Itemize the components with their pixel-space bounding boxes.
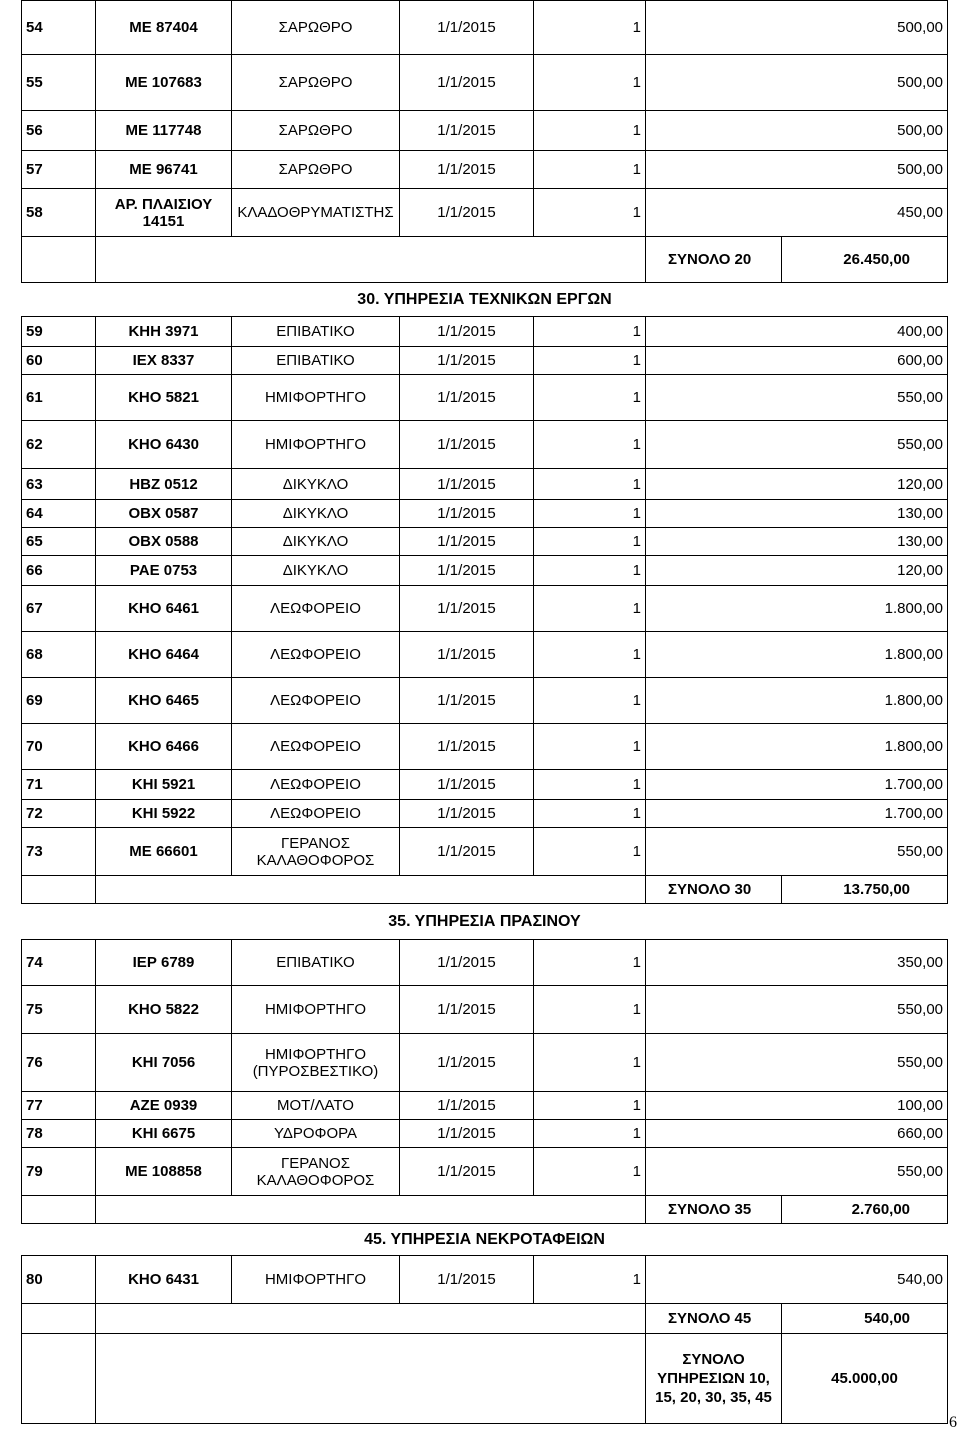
- value-cell: 500,00: [646, 55, 948, 111]
- date-cell: 1/1/2015: [400, 317, 534, 347]
- plate-cell: ΜΕ 96741: [96, 151, 232, 189]
- table-row: [22, 421, 948, 469]
- date-cell: 1/1/2015: [400, 469, 534, 500]
- vehicle-type-cell: ΗΜΙΦΟΡΤΗΓΟ: [232, 1256, 400, 1304]
- vehicle-type-cell: ΣΑΡΩΘΡΟ: [232, 55, 400, 111]
- table-row: [22, 986, 948, 1034]
- row-number: 67: [22, 586, 96, 632]
- plate-cell: ΜΕ 108858: [96, 1148, 232, 1196]
- value-cell: 550,00: [646, 1148, 948, 1196]
- row-number: 69: [22, 678, 96, 724]
- row-number: 76: [22, 1034, 96, 1092]
- quantity-cell: 1: [534, 469, 646, 500]
- table-row: [22, 1092, 948, 1120]
- vehicle-type-cell: ΔΙΚΥΚΛΟ: [232, 556, 400, 586]
- row-number: 62: [22, 421, 96, 469]
- plate-cell: ΟΒΧ 0587: [96, 500, 232, 528]
- row-number: 68: [22, 632, 96, 678]
- date-cell: 1/1/2015: [400, 421, 534, 469]
- section-header-row: [22, 283, 948, 317]
- quantity-cell: 1: [534, 986, 646, 1034]
- subtotal-label: ΣΥΝΟΛΟ 35: [646, 1196, 782, 1224]
- quantity-cell: 1: [534, 1034, 646, 1092]
- value-cell: 500,00: [646, 151, 948, 189]
- vehicle-type-cell: ΛΕΩΦΟΡΕΙΟ: [232, 678, 400, 724]
- date-cell: 1/1/2015: [400, 1034, 534, 1092]
- subtotal-value: 2.760,00: [782, 1196, 948, 1224]
- date-cell: 1/1/2015: [400, 770, 534, 800]
- date-cell: 1/1/2015: [400, 55, 534, 111]
- row-number: 60: [22, 347, 96, 375]
- table-row: [22, 55, 948, 111]
- vehicle-type-cell: ΛΕΩΦΟΡΕΙΟ: [232, 724, 400, 770]
- section-header-row: [22, 904, 948, 940]
- table-row: [22, 151, 948, 189]
- date-cell: 1/1/2015: [400, 556, 534, 586]
- vehicle-type-cell: ΗΜΙΦΟΡΤΗΓΟ: [232, 986, 400, 1034]
- row-number: 78: [22, 1120, 96, 1148]
- quantity-cell: 1: [534, 421, 646, 469]
- date-cell: 1/1/2015: [400, 828, 534, 876]
- vehicle-type-cell: ΛΕΩΦΟΡΕΙΟ: [232, 632, 400, 678]
- value-cell: 660,00: [646, 1120, 948, 1148]
- table-row: [22, 770, 948, 800]
- table-row: [22, 1120, 948, 1148]
- table-row: [22, 528, 948, 556]
- quantity-cell: 1: [534, 556, 646, 586]
- vehicle-inventory-table: [21, 0, 948, 1424]
- value-cell: 600,00: [646, 347, 948, 375]
- row-number: 70: [22, 724, 96, 770]
- plate-cell: ΚΗΟ 5821: [96, 375, 232, 421]
- row-number: 58: [22, 189, 96, 237]
- row-number: 73: [22, 828, 96, 876]
- row-number: 66: [22, 556, 96, 586]
- row-number: 59: [22, 317, 96, 347]
- row-number: 75: [22, 986, 96, 1034]
- value-cell: 1.800,00: [646, 632, 948, 678]
- value-cell: 500,00: [646, 1, 948, 55]
- date-cell: 1/1/2015: [400, 1148, 534, 1196]
- table-row: [22, 828, 948, 876]
- grand-total-value: 45.000,00: [782, 1334, 948, 1424]
- grand-total-label: ΣΥΝΟΛΟ ΥΠΗΡΕΣΙΩΝ 10, 15, 20, 30, 35, 45: [646, 1334, 782, 1424]
- date-cell: 1/1/2015: [400, 500, 534, 528]
- vehicle-type-cell: ΔΙΚΥΚΛΟ: [232, 469, 400, 500]
- value-cell: 130,00: [646, 528, 948, 556]
- row-number: 77: [22, 1092, 96, 1120]
- date-cell: 1/1/2015: [400, 375, 534, 421]
- table-row: [22, 724, 948, 770]
- plate-cell: ΚΗΙ 5922: [96, 800, 232, 828]
- row-number: 54: [22, 1, 96, 55]
- subtotal-value: 13.750,00: [782, 876, 948, 904]
- quantity-cell: 1: [534, 724, 646, 770]
- table-row: [22, 375, 948, 421]
- value-cell: 550,00: [646, 421, 948, 469]
- table-row: [22, 632, 948, 678]
- value-cell: 550,00: [646, 986, 948, 1034]
- value-cell: 1.800,00: [646, 586, 948, 632]
- subtotal-label: ΣΥΝΟΛΟ 30: [646, 876, 782, 904]
- table-row: [22, 586, 948, 632]
- quantity-cell: 1: [534, 151, 646, 189]
- row-number: 64: [22, 500, 96, 528]
- row-number: 80: [22, 1256, 96, 1304]
- table-row: [22, 347, 948, 375]
- vehicle-type-cell: ΔΙΚΥΚΛΟ: [232, 528, 400, 556]
- vehicle-type-cell: ΥΔΡΟΦΟΡΑ: [232, 1120, 400, 1148]
- date-cell: 1/1/2015: [400, 1120, 534, 1148]
- table-row: [22, 469, 948, 500]
- date-cell: 1/1/2015: [400, 800, 534, 828]
- subtotal-value: 540,00: [782, 1304, 948, 1334]
- plate-cell: ΗΒΖ 0512: [96, 469, 232, 500]
- date-cell: 1/1/2015: [400, 724, 534, 770]
- value-cell: 540,00: [646, 1256, 948, 1304]
- plate-cell: ΑΖΕ 0939: [96, 1092, 232, 1120]
- plate-cell: ΑΡ. ΠΛΑΙΣΙΟΥ 14151: [96, 189, 232, 237]
- table-row: [22, 189, 948, 237]
- value-cell: 1.700,00: [646, 770, 948, 800]
- table-row: [22, 678, 948, 724]
- value-cell: 1.800,00: [646, 678, 948, 724]
- section-title: 35. ΥΠΗΡΕΣΙΑ ΠΡΑΣΙΝΟΥ: [388, 913, 581, 930]
- plate-cell: ΙΕΡ 6789: [96, 940, 232, 986]
- quantity-cell: 1: [534, 632, 646, 678]
- vehicle-type-cell: ΣΑΡΩΘΡΟ: [232, 151, 400, 189]
- vehicle-type-cell: ΗΜΙΦΟΡΤΗΓΟ: [232, 421, 400, 469]
- date-cell: 1/1/2015: [400, 940, 534, 986]
- value-cell: 450,00: [646, 189, 948, 237]
- quantity-cell: 1: [534, 678, 646, 724]
- value-cell: 550,00: [646, 828, 948, 876]
- value-cell: 1.700,00: [646, 800, 948, 828]
- date-cell: 1/1/2015: [400, 111, 534, 151]
- vehicle-type-cell: ΛΕΩΦΟΡΕΙΟ: [232, 770, 400, 800]
- row-number: 57: [22, 151, 96, 189]
- date-cell: 1/1/2015: [400, 678, 534, 724]
- table-row: [22, 800, 948, 828]
- plate-cell: ΜΕ 117748: [96, 111, 232, 151]
- plate-cell: ΚΗΙ 7056: [96, 1034, 232, 1092]
- date-cell: 1/1/2015: [400, 632, 534, 678]
- vehicle-type-cell: ΕΠΙΒΑΤΙΚΟ: [232, 940, 400, 986]
- plate-cell: ΚΗΟ 5822: [96, 986, 232, 1034]
- date-cell: 1/1/2015: [400, 189, 534, 237]
- quantity-cell: 1: [534, 375, 646, 421]
- vehicle-type-cell: ΜΟΤ/ΛΑΤΟ: [232, 1092, 400, 1120]
- date-cell: 1/1/2015: [400, 586, 534, 632]
- quantity-cell: 1: [534, 828, 646, 876]
- quantity-cell: 1: [534, 55, 646, 111]
- plate-cell: ΜΕ 107683: [96, 55, 232, 111]
- plate-cell: ΚΗΟ 6464: [96, 632, 232, 678]
- date-cell: 1/1/2015: [400, 986, 534, 1034]
- value-cell: 350,00: [646, 940, 948, 986]
- section-title: 45. ΥΠΗΡΕΣΙΑ ΝΕΚΡΟΤΑΦΕΙΩΝ: [364, 1231, 605, 1248]
- vehicle-type-cell: ΗΜΙΦΟΡΤΗΓΟ: [232, 375, 400, 421]
- subtotal-value: 26.450,00: [782, 237, 948, 283]
- plate-cell: ΚΗΙ 5921: [96, 770, 232, 800]
- table-row: [22, 111, 948, 151]
- vehicle-type-cell: ΓΕΡΑΝΟΣ ΚΑΛΑΘΟΦΟΡΟΣ: [232, 828, 400, 876]
- plate-cell: ΡΑΕ 0753: [96, 556, 232, 586]
- row-number: 71: [22, 770, 96, 800]
- plate-cell: ΚΗΗ 3971: [96, 317, 232, 347]
- date-cell: 1/1/2015: [400, 1, 534, 55]
- plate-cell: ΜΕ 87404: [96, 1, 232, 55]
- vehicle-type-cell: ΔΙΚΥΚΛΟ: [232, 500, 400, 528]
- vehicle-type-cell: ΕΠΙΒΑΤΙΚΟ: [232, 317, 400, 347]
- vehicle-type-cell: ΣΑΡΩΘΡΟ: [232, 1, 400, 55]
- grand-total-row: [22, 1334, 948, 1424]
- quantity-cell: 1: [534, 347, 646, 375]
- subtotal-row: [22, 1304, 948, 1334]
- plate-cell: ΚΗΟ 6461: [96, 586, 232, 632]
- quantity-cell: 1: [534, 940, 646, 986]
- plate-cell: ΙΕΧ 8337: [96, 347, 232, 375]
- date-cell: 1/1/2015: [400, 528, 534, 556]
- table-row: [22, 1148, 948, 1196]
- quantity-cell: 1: [534, 189, 646, 237]
- value-cell: 550,00: [646, 375, 948, 421]
- subtotal-label: ΣΥΝΟΛΟ 20: [646, 237, 782, 283]
- row-number: 72: [22, 800, 96, 828]
- quantity-cell: 1: [534, 1256, 646, 1304]
- quantity-cell: 1: [534, 500, 646, 528]
- quantity-cell: 1: [534, 528, 646, 556]
- quantity-cell: 1: [534, 111, 646, 151]
- section-title: 30. ΥΠΗΡΕΣΙΑ ΤΕΧΝΙΚΩΝ ΕΡΓΩΝ: [357, 291, 612, 308]
- row-number: 63: [22, 469, 96, 500]
- date-cell: 1/1/2015: [400, 347, 534, 375]
- table-row: [22, 1, 948, 55]
- subtotal-row: [22, 1196, 948, 1224]
- row-number: 55: [22, 55, 96, 111]
- plate-cell: ΚΗΟ 6466: [96, 724, 232, 770]
- date-cell: 1/1/2015: [400, 1092, 534, 1120]
- value-cell: 100,00: [646, 1092, 948, 1120]
- quantity-cell: 1: [534, 800, 646, 828]
- quantity-cell: 1: [534, 1120, 646, 1148]
- subtotal-row: [22, 876, 948, 904]
- vehicle-type-cell: ΛΕΩΦΟΡΕΙΟ: [232, 800, 400, 828]
- value-cell: 120,00: [646, 469, 948, 500]
- value-cell: 130,00: [646, 500, 948, 528]
- value-cell: 550,00: [646, 1034, 948, 1092]
- quantity-cell: 1: [534, 1092, 646, 1120]
- vehicle-type-cell: ΓΕΡΑΝΟΣ ΚΑΛΑΘΟΦΟΡΟΣ: [232, 1148, 400, 1196]
- value-cell: 120,00: [646, 556, 948, 586]
- quantity-cell: 1: [534, 1, 646, 55]
- table-row: [22, 1256, 948, 1304]
- quantity-cell: 1: [534, 317, 646, 347]
- quantity-cell: 1: [534, 586, 646, 632]
- subtotal-row: [22, 237, 948, 283]
- row-number: 61: [22, 375, 96, 421]
- plate-cell: ΚΗΟ 6431: [96, 1256, 232, 1304]
- plate-cell: ΚΗΟ 6465: [96, 678, 232, 724]
- row-number: 65: [22, 528, 96, 556]
- quantity-cell: 1: [534, 770, 646, 800]
- table-row: [22, 1034, 948, 1092]
- section-header-row: [22, 1224, 948, 1256]
- value-cell: 500,00: [646, 111, 948, 151]
- vehicle-type-cell: ΗΜΙΦΟΡΤΗΓΟ (ΠΥΡΟΣΒΕΣΤΙΚΟ): [232, 1034, 400, 1092]
- date-cell: 1/1/2015: [400, 151, 534, 189]
- table-row: [22, 940, 948, 986]
- subtotal-label: ΣΥΝΟΛΟ 45: [646, 1304, 782, 1334]
- vehicle-type-cell: ΚΛΑΔΟΘΡΥΜΑΤΙΣΤΗΣ: [232, 189, 400, 237]
- plate-cell: ΚΗΙ 6675: [96, 1120, 232, 1148]
- plate-cell: ΚΗΟ 6430: [96, 421, 232, 469]
- table-row: [22, 556, 948, 586]
- plate-cell: ΜΕ 66601: [96, 828, 232, 876]
- value-cell: 400,00: [646, 317, 948, 347]
- value-cell: 1.800,00: [646, 724, 948, 770]
- vehicle-type-cell: ΛΕΩΦΟΡΕΙΟ: [232, 586, 400, 632]
- table-row: [22, 500, 948, 528]
- vehicle-type-cell: ΕΠΙΒΑΤΙΚΟ: [232, 347, 400, 375]
- row-number: 79: [22, 1148, 96, 1196]
- quantity-cell: 1: [534, 1148, 646, 1196]
- plate-cell: ΟΒΧ 0588: [96, 528, 232, 556]
- vehicle-type-cell: ΣΑΡΩΘΡΟ: [232, 111, 400, 151]
- row-number: 56: [22, 111, 96, 151]
- page-number: 6: [949, 1414, 957, 1431]
- table-row: [22, 317, 948, 347]
- row-number: 74: [22, 940, 96, 986]
- date-cell: 1/1/2015: [400, 1256, 534, 1304]
